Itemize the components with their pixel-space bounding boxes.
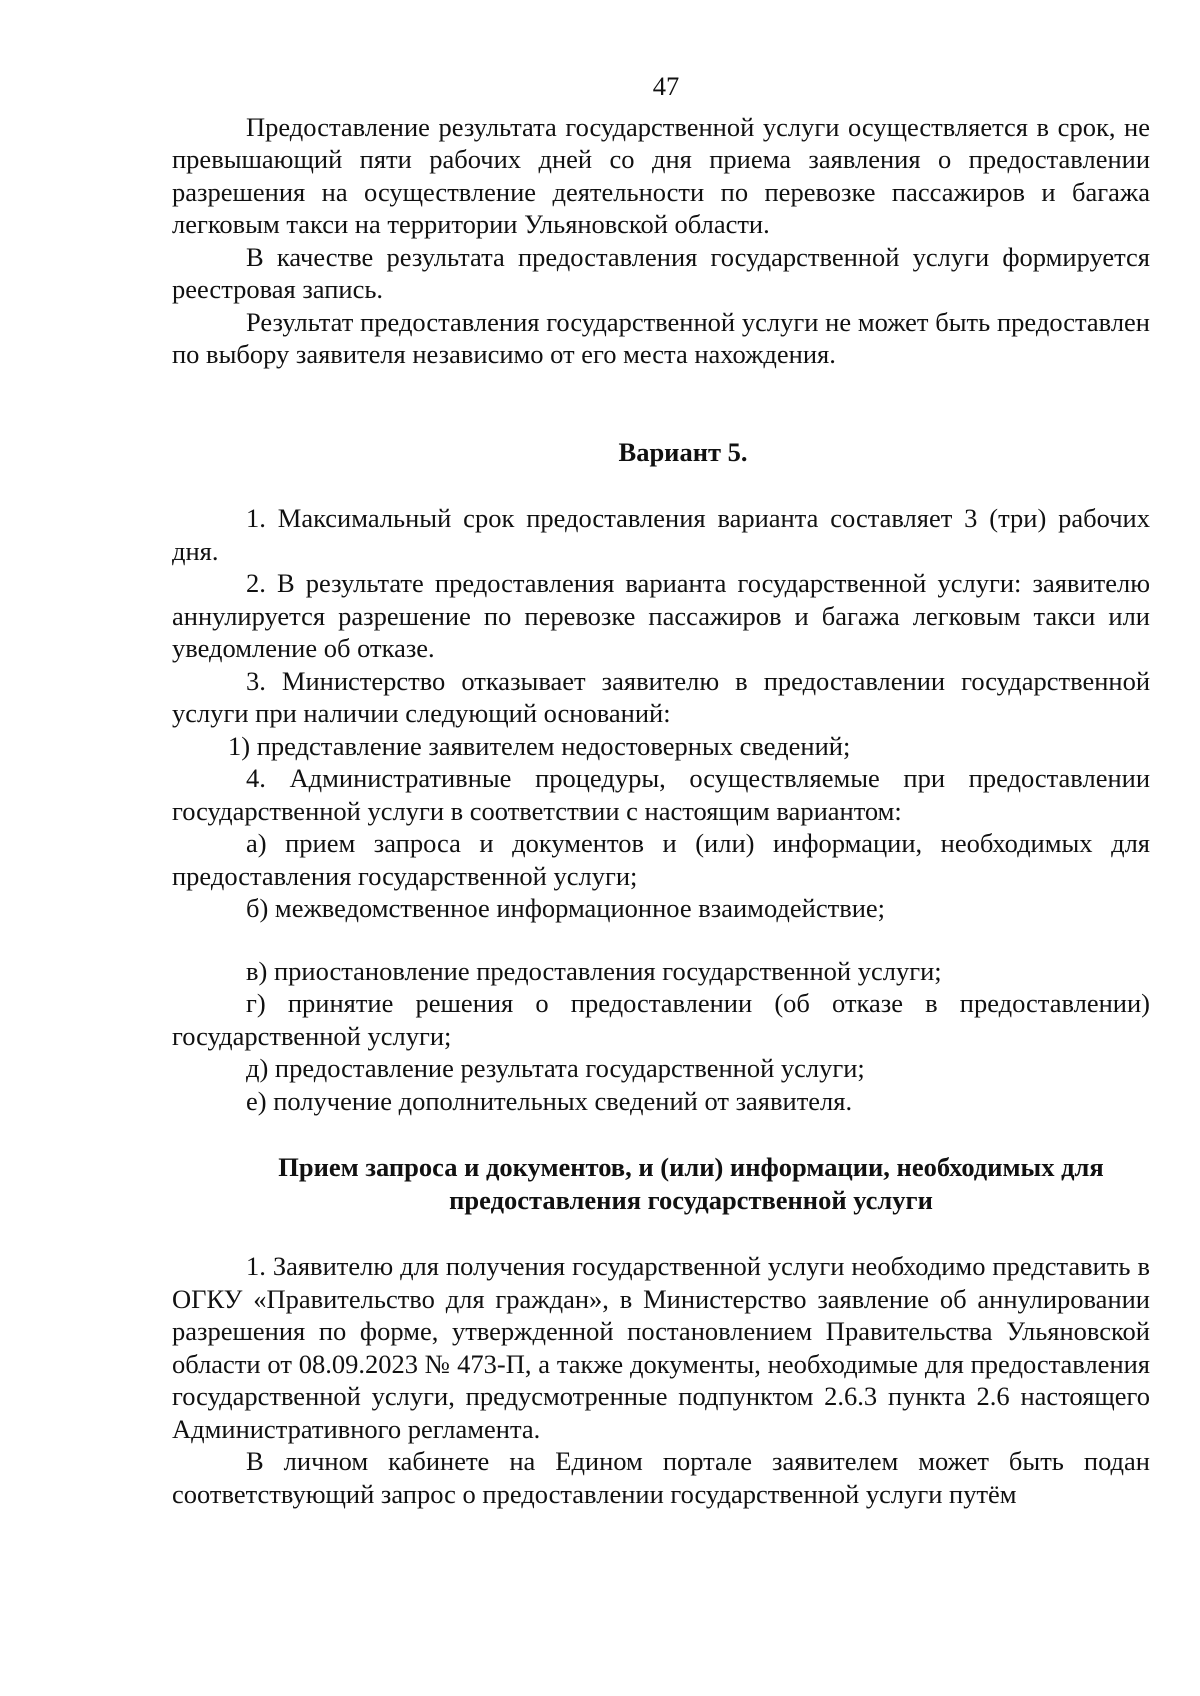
variant-item-4-v: в) приостановление предоставления государственной услуги; xyxy=(246,955,942,986)
variant-item-4-e: е) получение дополнительных сведений от заявителя. xyxy=(246,1085,853,1116)
variant-title: Вариант 5. xyxy=(618,436,748,467)
section-paragraph-1: 1. Заявителю для получения государственной услуги необходимо представить в ОГКУ «Правительство для граждан», в Министерство заявление об аннулировании разрешения по форме, утвержденной постановлением Правительства Ульяновской области от 08.09.2023 № 473-П, а также документы, необходимые для предоставления государственной услуги, предусмотренные подпунктом 2.6.3 пункта 2.6 настоящего Административного регламента. xyxy=(172,1251,1150,1444)
variant-item-4-d: д) предоставление результата государственной услуги; xyxy=(246,1053,865,1083)
variant-item-4: 4. Административные процедуры, осуществляемые при предоставлении государственной услуги в соответствии с настоящим вариантом: xyxy=(172,763,1150,826)
document-page xyxy=(172,70,1150,1510)
variant-item-4-a: а) прием запроса и документов и (или) информации, необходимых для предоставления государственной услуги; xyxy=(172,828,1150,891)
section-paragraph-2: В личном кабинете на Едином портале заявителем может быть подан соответствующий запрос о предоставлении государственной услуги путём xyxy=(172,1446,1150,1509)
variant-item-2: 2. В результате предоставления варианта государственной услуги: заявителю аннулируется разрешение по перевозке пассажиров и багажа легковым такси или уведомление об отказе. xyxy=(172,568,1150,663)
section-heading xyxy=(172,1151,1150,1216)
paragraph-result-term: Предоставление результата государственной услуги осуществляется в срок, не превышающий пяти рабочих дней со дня приема заявления о предоставлении разрешения на осуществление деятельности по перевозке пассажиров и багажа легковым такси на территории Ульяновской области. xyxy=(172,111,1150,239)
spacer xyxy=(172,1117,1150,1151)
spacer xyxy=(172,925,1150,955)
spacer xyxy=(172,468,1150,502)
section-heading-line-1: Прием запроса и документов, и (или) информации, необходимых для xyxy=(278,1152,1104,1182)
section-heading-line-2: предоставления государственной услуги xyxy=(449,1184,933,1215)
variant-item-3: 3. Министерство отказывает заявителю в предоставлении государственной услуги при наличии следующий оснований: xyxy=(172,665,1150,728)
variant-item-3-1: 1) представление заявителем недостоверных сведений; xyxy=(228,730,851,761)
spacer xyxy=(172,371,1150,436)
variant-item-1: 1. Максимальный срок предоставления варианта составляет 3 (три) рабочих дня. xyxy=(172,503,1150,566)
paragraph-registry-record: В качестве результата предоставления государственной услуги формируется реестровая запись. xyxy=(172,241,1150,304)
spacer xyxy=(172,1216,1150,1250)
variant-item-4-g: г) принятие решения о предоставлении (об отказе в предоставлении) государственной услуги; xyxy=(172,988,1150,1051)
paragraph-result-location: Результат предоставления государственной услуги не может быть предоставлен по выбору заявителя независимо от его места нахождения. xyxy=(172,306,1150,369)
variant-item-4-b: б) межведомственное информационное взаимодействие; xyxy=(246,893,886,923)
page-number: 47 xyxy=(652,71,680,101)
